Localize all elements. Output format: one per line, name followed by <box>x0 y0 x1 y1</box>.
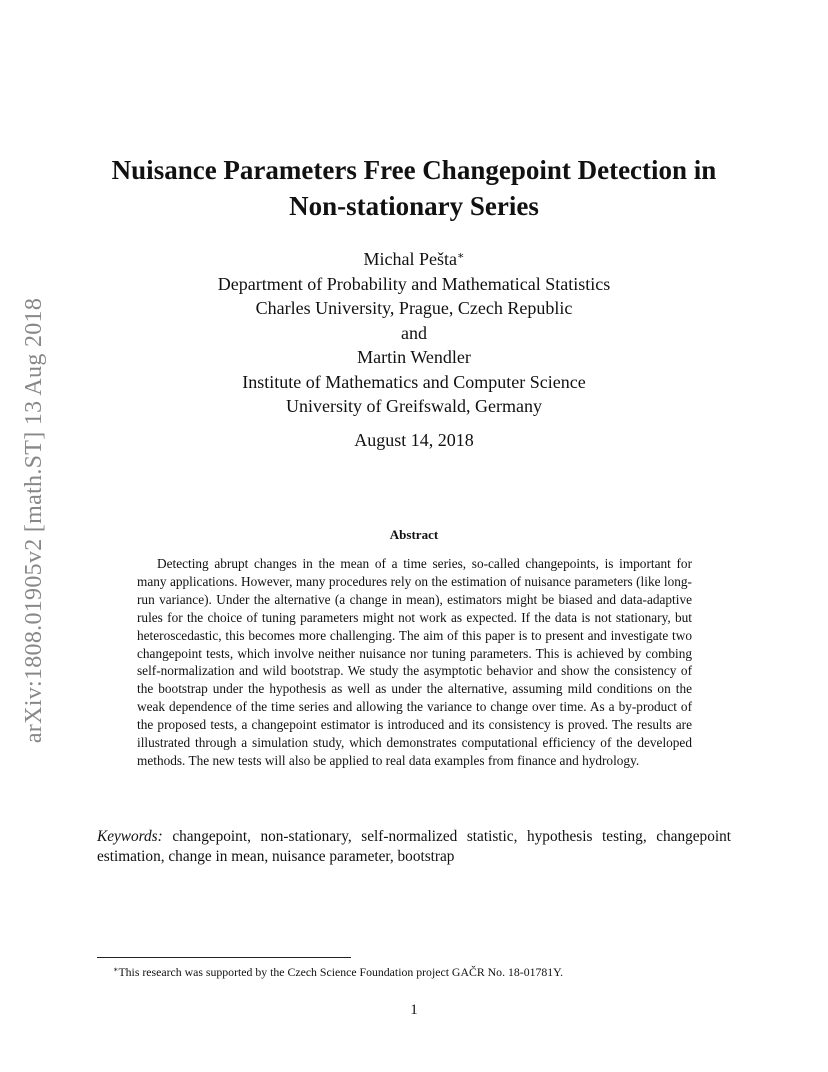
footnote <box>113 962 733 980</box>
abstract-heading: Abstract <box>389 527 439 542</box>
keywords <box>97 827 731 867</box>
title-line-2: Non-stationary Series <box>289 191 539 221</box>
author-conjunction: and <box>401 322 427 343</box>
author-1-name: Michal Pešta <box>363 249 457 269</box>
affiliation-1-line-1: Department of Probability and Mathematical Statistics <box>217 273 611 294</box>
footnote-mark: ∗ <box>457 250 465 262</box>
author-1 <box>140 244 688 272</box>
arxiv-sidebar <box>10 268 60 773</box>
footnote-text: This research was supported by the Czech Science Foundation project GAČR No. 18-01781Y. <box>118 965 564 979</box>
author-block <box>140 244 688 419</box>
page-number: 1 <box>410 1002 418 1018</box>
keywords-label: Keywords: <box>97 828 163 845</box>
paper-date: August 14, 2018 <box>354 430 474 450</box>
footnote-divider <box>97 957 351 958</box>
affiliation-1-line-2: Charles University, Prague, Czech Republic <box>255 298 573 318</box>
author-2-name: Martin Wendler <box>357 347 471 367</box>
keywords-text: changepoint, non-stationary, self-normalized statistic, hypothesis testing, changepoint estimation, change in mean, nuisance parameter, bootstrap <box>97 828 731 865</box>
abstract-text: Detecting abrupt changes in the mean of a time series, so-called changepoints, is important for many applications. However, many procedures rely on the estimation of nuisance parameters (like long-run variance). Under the alternative (a change in mean), estimators might be biased and data-adaptive rules for the choice of tuning parameters might not work as expected. If the data is not stationary, but heteroscedastic, this becomes more challenging. The aim of this paper is to present and investigate two changepoint tests, which involve neither nuisance nor tuning parameters. This is achieved by combing self-normalization and wild bootstrap. We study the asymptotic behavior and show the consistency of the bootstrap under the hypothesis as well as under the alternative, assuming mild conditions on the weak dependence of the time series and allowing the variance to change over time. As a by-product of the proposed tests, a changepoint estimator is introduced and its consistency is proved. The results are illustrated through a simulation study, which demonstrates computational efficiency of the developed methods. The new tests will also be applied to real data examples from finance and hydrology. <box>137 556 692 768</box>
paper-title <box>80 152 748 224</box>
arxiv-identifier: arXiv:1808.01905v2 [math.ST] 13 Aug 2018 <box>21 297 48 744</box>
footnote-mark-bottom: ∗ <box>113 965 119 974</box>
affiliation-2-line-2: University of Greifswald, Germany <box>286 396 542 416</box>
title-line-1: Nuisance Parameters Free Changepoint Detection in <box>111 155 717 185</box>
affiliation-2-line-1: Institute of Mathematics and Computer Science <box>242 371 586 392</box>
